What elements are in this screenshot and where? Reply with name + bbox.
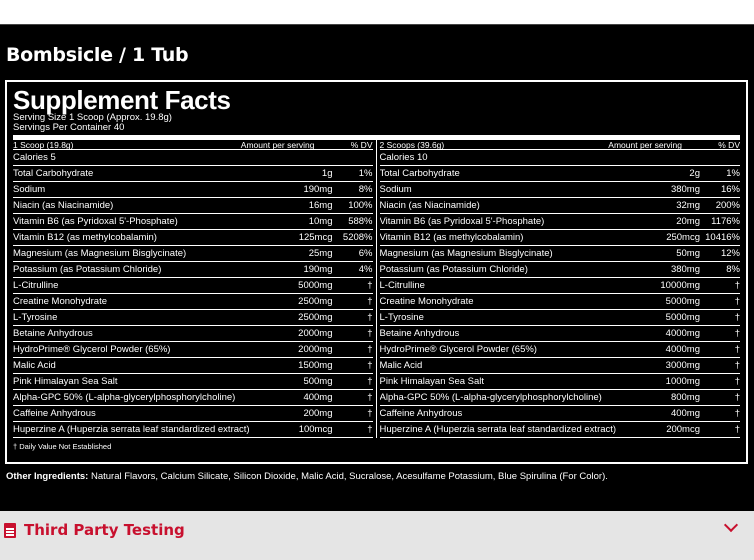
third-party-testing-accordion[interactable] <box>0 511 754 560</box>
nutrient-amount: 5000mg <box>665 312 700 323</box>
facts-column-1-scoop <box>13 140 377 438</box>
nutrient-amount: 2500mg <box>298 312 333 323</box>
column-header <box>13 140 373 150</box>
nutrient-amount: 5000mg <box>298 280 333 291</box>
nutrient-amount: 190mg <box>303 264 333 275</box>
nutrient-dv: 200% <box>715 200 740 211</box>
nutrient-dv: † <box>734 424 740 435</box>
nutrient-amount: 32mg <box>676 200 700 211</box>
nutrient-amount: 800mg <box>670 392 700 403</box>
nutrient-amount: 16mg <box>308 200 333 211</box>
nutrient-name: Magnesium (as Magnesium Bisglycinate) <box>379 248 553 259</box>
accordion-title[interactable]: Third Party Testing <box>24 521 185 539</box>
nutrient-row <box>13 214 373 230</box>
nutrient-row <box>380 246 741 262</box>
nutrient-amount: 200mcg <box>666 424 700 435</box>
nutrient-name: Magnesium (as Magnesium Bisglycinate) <box>13 248 187 259</box>
nutrient-row <box>380 230 741 246</box>
product-title: Bombsicle / 1 Tub <box>6 44 189 66</box>
nutrient-amount: 400mg <box>670 408 700 419</box>
column-header <box>380 140 741 150</box>
nutrient-dv: † <box>734 312 740 323</box>
nutrient-dv: † <box>367 296 373 307</box>
nutrient-name: HydroPrime® Glycerol Powder (65%) <box>13 344 171 355</box>
nutrient-row <box>13 422 373 438</box>
nutrient-row <box>380 374 741 390</box>
nutrient-row <box>13 166 373 182</box>
nutrient-dv: 1% <box>726 168 740 179</box>
facts-column-2-scoops <box>377 140 741 438</box>
nutrient-amount: 10mg <box>308 216 333 227</box>
nutrient-dv: † <box>367 424 373 435</box>
nutrient-name: Total Carbohydrate <box>13 168 94 179</box>
nutrient-row <box>380 214 741 230</box>
nutrient-name: L-Citrulline <box>379 280 425 291</box>
nutrient-row <box>380 342 741 358</box>
nutrient-row <box>380 422 741 438</box>
nutrient-dv: † <box>367 360 373 371</box>
nutrient-name: Betaine Anhydrous <box>379 328 460 339</box>
nutrient-amount: 200mg <box>303 408 333 419</box>
top-strip <box>0 0 754 24</box>
nutrient-amount: 1g <box>321 168 333 179</box>
facts-title: Supplement Facts <box>13 85 231 115</box>
nutrient-name: Malic Acid <box>13 360 56 371</box>
nutrient-row <box>380 310 741 326</box>
nutrient-amount: 380mg <box>670 264 700 275</box>
nutrient-name: Alpha-GPC 50% (L-alpha-glycerylphosphorylcholine) <box>13 392 236 403</box>
nutrient-row <box>13 358 373 374</box>
facts-columns <box>13 140 740 438</box>
nutrient-amount: 500mg <box>303 376 333 387</box>
nutrient-name: Total Carbohydrate <box>379 168 460 179</box>
nutrient-row <box>13 326 373 342</box>
nutrient-row <box>13 198 373 214</box>
nutrient-row <box>380 198 741 214</box>
nutrient-row <box>380 326 741 342</box>
nutrient-dv: 12% <box>720 248 740 259</box>
nutrient-amount: 2000mg <box>298 344 333 355</box>
nutrient-row <box>13 182 373 198</box>
nutrient-name: Potassium (as Potassium Chloride) <box>13 264 162 275</box>
nutrient-name: Vitamin B6 (as Pyridoxal 5'-Phosphate) <box>379 216 545 227</box>
nutrient-row <box>13 390 373 406</box>
nutrient-dv: † <box>734 328 740 339</box>
nutrient-dv: † <box>367 312 373 323</box>
nutrient-name: HydroPrime® Glycerol Powder (65%) <box>379 344 537 355</box>
document-icon <box>4 523 16 538</box>
nutrient-amount: 400mg <box>303 392 333 403</box>
nutrient-dv: 10416% <box>705 232 740 243</box>
nutrient-dv: † <box>734 344 740 355</box>
nutrient-dv: † <box>734 360 740 371</box>
other-ingredients <box>6 471 608 482</box>
nutrient-dv: 100% <box>348 200 373 211</box>
nutrient-amount: 190mg <box>303 184 333 195</box>
nutrient-name: Caffeine Anhydrous <box>379 408 463 419</box>
nutrient-amount: 4000mg <box>665 344 700 355</box>
nutrient-amount: 2g <box>689 168 700 179</box>
nutrient-dv: 588% <box>348 216 373 227</box>
amount-header: Amount per serving <box>608 140 682 150</box>
nutrient-name: Sodium <box>13 184 46 195</box>
nutrient-name: Vitamin B6 (as Pyridoxal 5'-Phosphate) <box>13 216 178 227</box>
nutrient-dv: † <box>734 296 740 307</box>
nutrient-row <box>13 278 373 294</box>
nutrient-amount: 125mcg <box>298 232 333 243</box>
nutrient-name: Creatine Monohydrate <box>379 296 474 307</box>
nutrient-row <box>380 182 741 198</box>
serving-label: 2 Scoops (39.6g) <box>379 140 445 150</box>
nutrient-amount: 100mcg <box>298 424 333 435</box>
nutrient-row <box>380 166 741 182</box>
nutrient-row <box>380 278 741 294</box>
nutrient-name: Betaine Anhydrous <box>13 328 93 339</box>
nutrient-row <box>13 294 373 310</box>
nutrient-dv: † <box>367 376 373 387</box>
nutrient-dv: 4% <box>358 264 373 275</box>
nutrient-name: Vitamin B12 (as methylcobalamin) <box>13 232 157 243</box>
nutrient-row <box>13 230 373 246</box>
calories: Calories 5 <box>13 152 56 163</box>
nutrient-name: Huperzine A (Huperzia serrata leaf standardized extract) <box>379 424 617 435</box>
nutrient-dv: † <box>367 392 373 403</box>
nutrient-dv: † <box>734 408 740 419</box>
nutrient-row <box>13 246 373 262</box>
nutrient-dv: 5208% <box>342 232 373 243</box>
nutrient-dv: 1176% <box>711 216 740 227</box>
nutrient-name: Vitamin B12 (as methylcobalamin) <box>379 232 524 243</box>
nutrient-name: Alpha-GPC 50% (L-alpha-glycerylphosphorylcholine) <box>379 392 602 403</box>
serving-size: Serving Size 1 Scoop (Approx. 19.8g) <box>13 112 172 123</box>
nutrient-amount: 2500mg <box>298 296 333 307</box>
nutrient-name: Sodium <box>379 184 412 195</box>
nutrient-amount: 1500mg <box>298 360 333 371</box>
supplement-facts-panel <box>5 80 748 464</box>
nutrient-amount: 2000mg <box>298 328 333 339</box>
nutrient-name: Niacin (as Niacinamide) <box>379 200 480 211</box>
nutrient-amount: 25mg <box>308 248 333 259</box>
footnote: † Daily Value Not Established <box>13 442 112 451</box>
nutrient-dv: † <box>734 280 740 291</box>
nutrient-row <box>13 374 373 390</box>
calories-row <box>380 150 741 166</box>
chevron-down-icon[interactable] <box>724 518 738 532</box>
nutrient-dv: 1% <box>358 168 373 179</box>
dv-header: % DV <box>718 140 740 150</box>
nutrient-name: Pink Himalayan Sea Salt <box>13 376 118 387</box>
nutrient-amount: 380mg <box>670 184 700 195</box>
nutrient-dv: † <box>367 408 373 419</box>
nutrient-name: Caffeine Anhydrous <box>13 408 96 419</box>
nutrient-name: Malic Acid <box>379 360 423 371</box>
nutrient-row <box>13 310 373 326</box>
nutrient-name: L-Tyrosine <box>13 312 58 323</box>
nutrient-name: Huperzine A (Huperzia serrata leaf standardized extract) <box>13 424 250 435</box>
nutrient-amount: 50mg <box>676 248 700 259</box>
nutrient-row <box>380 358 741 374</box>
nutrient-dv: 8% <box>726 264 740 275</box>
nutrient-dv: † <box>367 328 373 339</box>
nutrient-name: Pink Himalayan Sea Salt <box>379 376 485 387</box>
nutrient-name: L-Tyrosine <box>379 312 424 323</box>
nutrient-amount: 5000mg <box>665 296 700 307</box>
nutrient-row <box>380 390 741 406</box>
nutrient-dv: † <box>367 280 373 291</box>
nutrient-name: L-Citrulline <box>13 280 59 291</box>
nutrient-name: Niacin (as Niacinamide) <box>13 200 114 211</box>
amount-header: Amount per serving <box>240 140 315 150</box>
nutrient-row <box>13 406 373 422</box>
nutrient-amount: 4000mg <box>665 328 700 339</box>
nutrient-dv: 8% <box>358 184 373 195</box>
other-ingredients-label: Other Ingredients: <box>6 471 89 482</box>
servings-per-container: Servings Per Container 40 <box>13 122 125 133</box>
nutrient-name: Creatine Monohydrate <box>13 296 107 307</box>
nutrient-amount: 10000mg <box>660 280 700 291</box>
calories: Calories 10 <box>379 152 428 163</box>
nutrient-amount: 250mcg <box>666 232 700 243</box>
nutrient-dv: 6% <box>358 248 373 259</box>
nutrient-dv: 16% <box>720 184 740 195</box>
nutrient-row <box>380 294 741 310</box>
serving-label: 1 Scoop (19.8g) <box>13 140 74 150</box>
other-ingredients-text: Natural Flavors, Calcium Silicate, Silicon Dioxide, Malic Acid, Sucralose, Acesulfame Potassium, Blue Spirulina (For Color). <box>88 471 608 482</box>
nutrient-dv: † <box>367 344 373 355</box>
nutrient-dv: † <box>734 392 740 403</box>
nutrient-amount: 20mg <box>676 216 700 227</box>
divider <box>0 24 754 25</box>
nutrient-amount: 1000mg <box>665 376 700 387</box>
nutrient-amount: 3000mg <box>665 360 700 371</box>
nutrient-name: Potassium (as Potassium Chloride) <box>379 264 528 275</box>
nutrient-row <box>380 262 741 278</box>
nutrient-row <box>380 406 741 422</box>
nutrient-row <box>13 262 373 278</box>
calories-row <box>13 150 373 166</box>
nutrient-row <box>13 342 373 358</box>
nutrient-dv: † <box>734 376 740 387</box>
dv-header: % DV <box>350 140 373 150</box>
